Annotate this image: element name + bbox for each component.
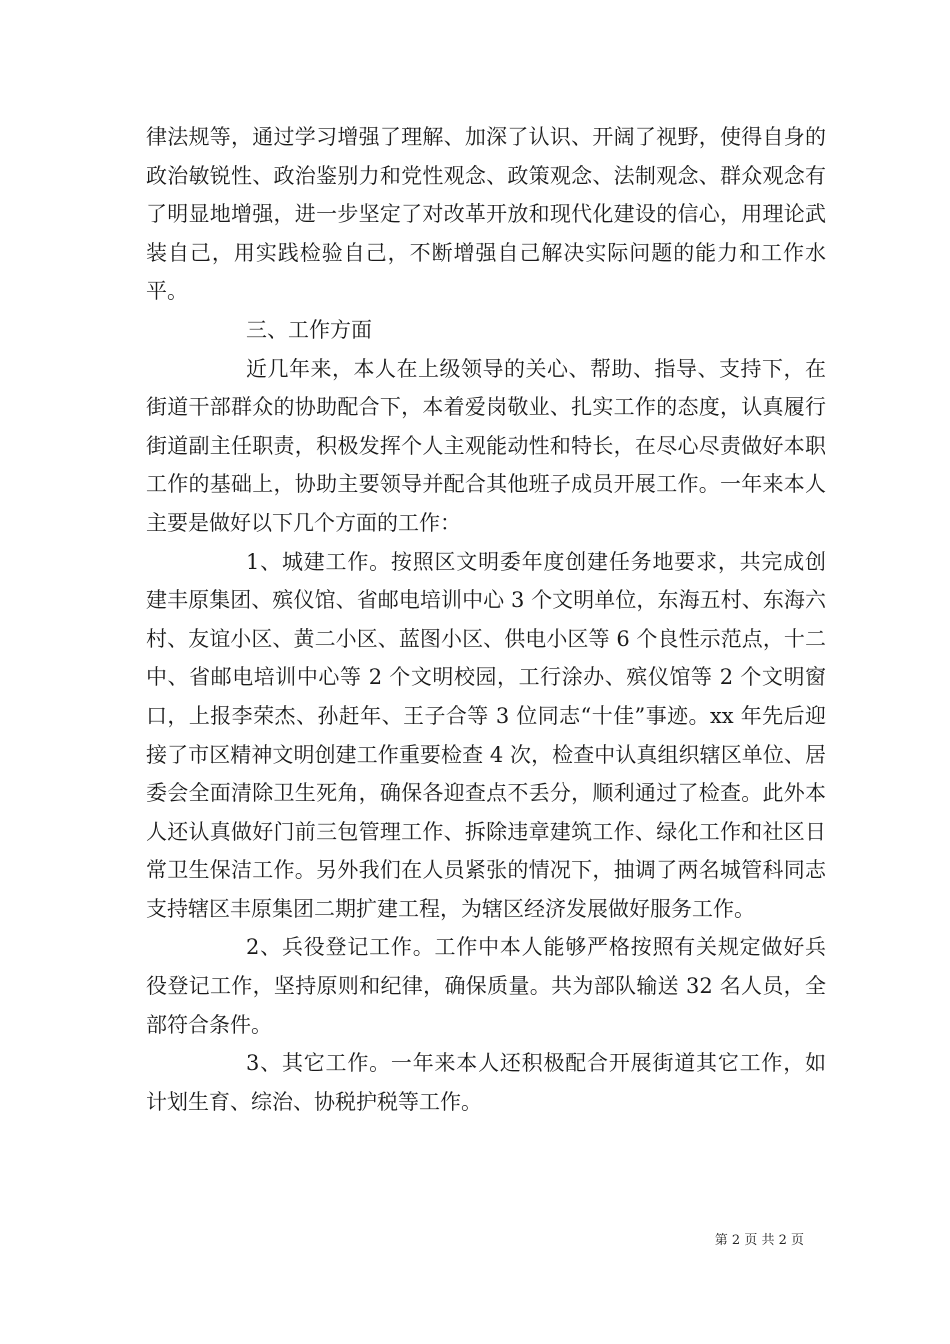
- paragraph-urban-construction: 1、城建工作。按照区文明委年度创建任务地要求，共完成创建丰原集团、殡仪馆、省邮电培训中心 3 个文明单位，东海五村、东海六村、友谊小区、黄二小区、蓝图小区、供电小区等 6 个良性示范点，十二中、省邮电培训中心等 2 个文明校园，工行涂办、殡仪馆等 2 个文明窗口，上报李荣杰、孙赶年、王子合等 3 位同志“十佳”事迹。xx 年先后迎接了市区精神文明创建工作重要检查 4 次，检查中认真组织辖区单位、居委会全面清除卫生死角，确保各迎查点不丢分，顺利通过了检查。此外本人还认真做好门前三包管理工作、拆除违章建筑工作、绿化工作和社区日常卫生保洁工作。另外我们在人员紧张的情况下，抽调了两名城管科同志支持辖区丰原集团二期扩建工程，为辖区经济发展做好服务工作。: [146, 549, 826, 921]
- paragraph-military-registration: 2、兵役登记工作。工作中本人能够严格按照有关规定做好兵役登记工作，坚持原则和纪律，确保质量。共为部队输送 32 名人员，全部符合条件。: [146, 935, 826, 1037]
- paragraph-other-work: 3、其它工作。一年来本人还积极配合开展街道其它工作，如计划生育、综治、协税护税等工作。: [146, 1051, 826, 1114]
- document-body: [146, 118, 826, 1121]
- page-number-footer: 第 2 页 共 2 页: [714, 1233, 804, 1248]
- section-heading-work: 三、工作方面: [246, 317, 372, 342]
- paragraph-study-continuation: 律法规等，通过学习增强了理解、加深了认识、开阔了视野，使得自身的政治敏锐性、政治鉴别力和党性观念、政策观念、法制观念、群众观念有了明显地增强，进一步坚定了对改革开放和现代化建设的信心，用理论武装自己，用实践检验自己，不断增强自己解决实际问题的能力和工作水平。: [146, 125, 826, 304]
- paragraph-work-intro: 近几年来，本人在上级领导的关心、帮助、指导、支持下，在街道干部群众的协助配合下，本着爱岗敬业、扎实工作的态度，认真履行街道副主任职责，积极发挥个人主观能动性和特长，在尽心尽责做好本职工作的基础上，协助主要领导并配合其他班子成员开展工作。一年来本人主要是做好以下几个方面的工作：: [146, 356, 826, 535]
